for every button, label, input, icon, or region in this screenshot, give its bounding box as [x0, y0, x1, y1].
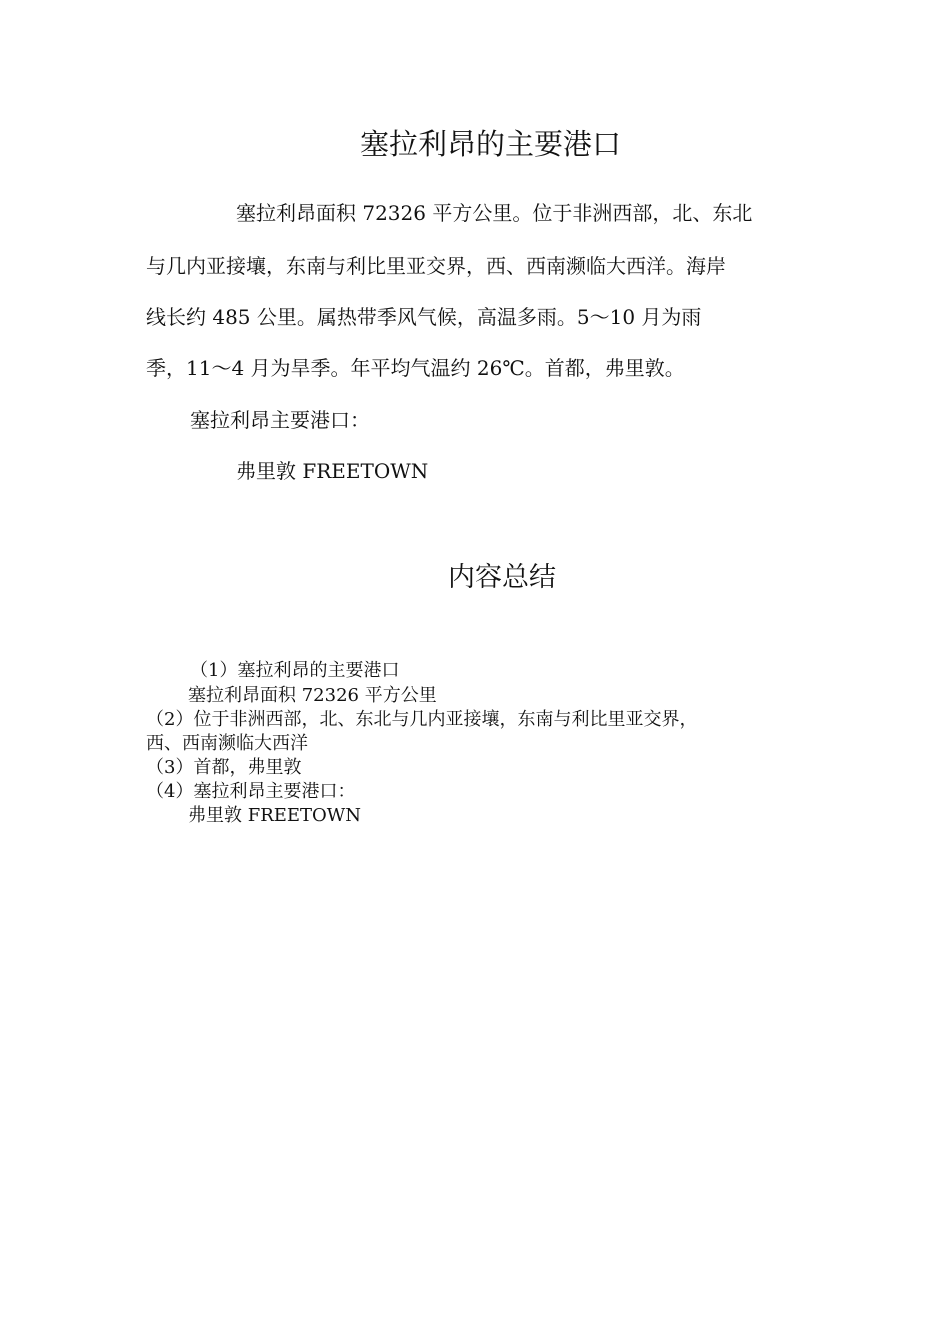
summary-line-2: 塞拉利昂面积 72326 平方公里	[188, 685, 437, 706]
summary-line-7: 弗里敦 FREETOWN	[188, 805, 362, 826]
document-title: 塞拉利昂的主要港口	[360, 127, 622, 161]
summary-line-4: 西、西南濒临大西洋	[146, 733, 308, 754]
body-line-1: 塞拉利昂面积 72326 平方公里。位于非洲西部，北、东北	[236, 201, 753, 225]
body-line-4: 季，11～4 月为旱季。年平均气温约 26℃。首都，弗里敦。	[146, 356, 685, 380]
summary-line-3: （2）位于非洲西部，北、东北与几内亚接壤，东南与利比里亚交界，	[146, 709, 698, 730]
summary-line-6: （4）塞拉利昂主要港口：	[146, 781, 356, 802]
port-item-freetown: 弗里敦 FREETOWN	[236, 459, 429, 483]
ports-heading: 塞拉利昂主要港口：	[190, 408, 370, 432]
summary-line-1: （1）塞拉利昂的主要港口	[190, 660, 400, 681]
body-line-3: 线长约 485 公里。属热带季风气候，高温多雨。5～10 月为雨	[146, 305, 702, 329]
summary-line-5: （3）首都，弗里敦	[146, 757, 302, 778]
summary-title: 内容总结	[448, 562, 556, 593]
body-line-2: 与几内亚接壤，东南与利比里亚交界，西、西南濒临大西洋。海岸	[146, 254, 726, 278]
